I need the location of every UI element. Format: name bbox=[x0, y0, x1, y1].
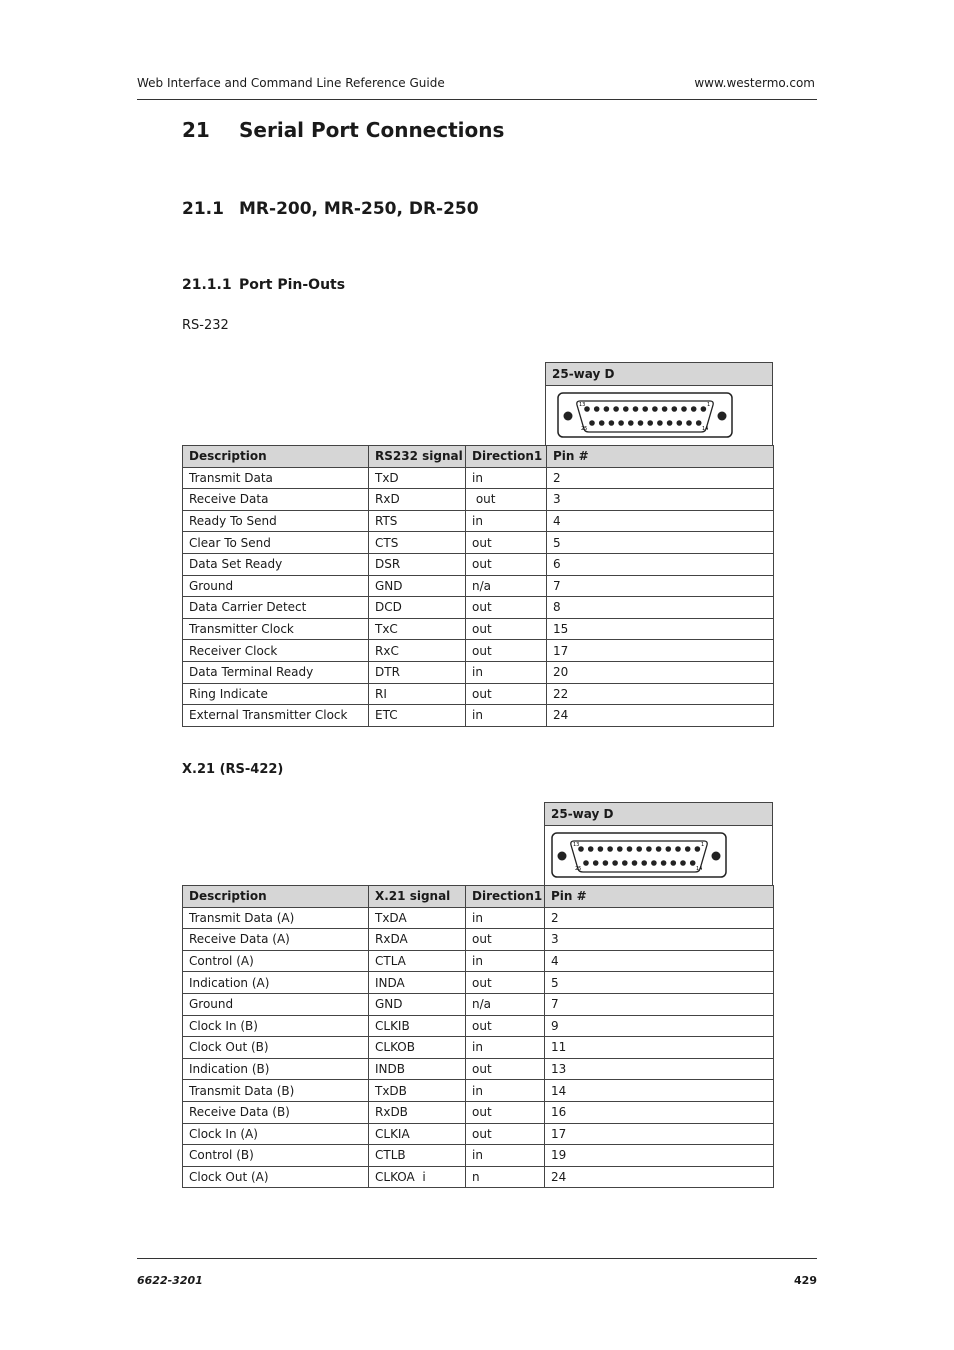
chapter-number: 21 bbox=[182, 118, 210, 142]
table-cell: Ring Indicate bbox=[183, 683, 369, 705]
rs232-connector-box bbox=[545, 362, 773, 446]
table-cell: Receive Data (A) bbox=[183, 929, 369, 951]
table-cell: CLKIA bbox=[369, 1123, 466, 1145]
connector-pin bbox=[627, 846, 633, 852]
table-cell: Indication (A) bbox=[183, 972, 369, 994]
table-row bbox=[183, 597, 774, 619]
table-cell: CTS bbox=[369, 532, 466, 554]
table-cell: Transmitter Clock bbox=[183, 618, 369, 640]
table-cell: ETC bbox=[369, 705, 466, 727]
table-cell: 15 bbox=[547, 618, 774, 640]
connector-pin bbox=[667, 420, 673, 426]
connector-pin bbox=[633, 406, 639, 412]
table-cell: n bbox=[466, 1166, 545, 1188]
table-cell: Data Set Ready bbox=[183, 553, 369, 575]
table-cell: TxD bbox=[369, 467, 466, 489]
table-cell: 5 bbox=[547, 532, 774, 554]
pin-label-13: 13 bbox=[573, 842, 580, 848]
header-rule bbox=[137, 99, 817, 100]
table-cell: Clock In (A) bbox=[183, 1123, 369, 1145]
document-number: 6622-3201 bbox=[137, 1274, 203, 1287]
table-cell: in bbox=[466, 705, 547, 727]
connector-pin bbox=[680, 860, 686, 866]
table-cell: INDA bbox=[369, 972, 466, 994]
connector-pin bbox=[599, 420, 605, 426]
table-cell: Transmit Data (B) bbox=[183, 1080, 369, 1102]
running-header-url: www.westermo.com bbox=[694, 76, 815, 90]
table-cell: out bbox=[466, 489, 547, 511]
pin-label-14: 14 bbox=[702, 426, 709, 432]
column-header: Direction1 bbox=[466, 446, 547, 468]
table-row bbox=[183, 950, 774, 972]
table-cell: Clock Out (A) bbox=[183, 1166, 369, 1188]
table-row bbox=[183, 929, 774, 951]
table-cell: 4 bbox=[547, 510, 774, 532]
table-cell: 7 bbox=[547, 575, 774, 597]
table-cell: out bbox=[466, 1058, 545, 1080]
table-row bbox=[183, 532, 774, 554]
table-row bbox=[183, 553, 774, 575]
table-cell: 24 bbox=[545, 1166, 774, 1188]
connector-pin bbox=[618, 420, 624, 426]
column-header: RS232 signal bbox=[369, 446, 466, 468]
table-cell: out bbox=[466, 1123, 545, 1145]
running-header-title: Web Interface and Command Line Reference Guide bbox=[137, 76, 445, 90]
table-cell: DTR bbox=[369, 661, 466, 683]
table-cell: External Transmitter Clock bbox=[183, 705, 369, 727]
column-header: Description bbox=[183, 446, 369, 468]
section-title: MR-200, MR-250, DR-250 bbox=[239, 199, 479, 219]
table-cell: RxD bbox=[369, 489, 466, 511]
connector-pin bbox=[681, 406, 687, 412]
table-cell: 9 bbox=[545, 1015, 774, 1037]
connector-pin bbox=[641, 860, 647, 866]
table-cell: out bbox=[466, 640, 547, 662]
table-cell: CTLA bbox=[369, 950, 466, 972]
table-header-row bbox=[183, 886, 774, 908]
table-cell: 20 bbox=[547, 661, 774, 683]
pin-label-25: 25 bbox=[575, 866, 582, 872]
table-cell: 16 bbox=[545, 1101, 774, 1123]
connector-pin bbox=[609, 420, 615, 426]
table-cell: GND bbox=[369, 575, 466, 597]
chapter-heading bbox=[182, 118, 504, 142]
section-heading bbox=[182, 199, 479, 219]
table-cell: Clear To Send bbox=[183, 532, 369, 554]
connector-pin bbox=[598, 846, 604, 852]
footer-rule bbox=[137, 1258, 817, 1259]
connector-pin bbox=[672, 406, 678, 412]
table-cell: 3 bbox=[547, 489, 774, 511]
pin-label-1: 1 bbox=[701, 842, 705, 848]
table-cell: out bbox=[466, 553, 547, 575]
connector-pin bbox=[701, 406, 707, 412]
table-row bbox=[183, 640, 774, 662]
table-cell: out bbox=[466, 618, 547, 640]
table-cell: Indication (B) bbox=[183, 1058, 369, 1080]
table-cell: Receiver Clock bbox=[183, 640, 369, 662]
table-cell: 14 bbox=[545, 1080, 774, 1102]
connector-pin bbox=[662, 406, 668, 412]
connector-pin bbox=[593, 860, 599, 866]
pin-label-14: 14 bbox=[696, 866, 703, 872]
db25-connector-icon bbox=[550, 831, 728, 879]
table-row bbox=[183, 510, 774, 532]
table-cell: CLKOB bbox=[369, 1037, 466, 1059]
connector-pin bbox=[647, 420, 653, 426]
connector-pin bbox=[661, 860, 667, 866]
table-row bbox=[183, 1101, 774, 1123]
connector-pin bbox=[642, 406, 648, 412]
table-cell: Clock Out (B) bbox=[183, 1037, 369, 1059]
table-cell: GND bbox=[369, 993, 466, 1015]
table-cell: 24 bbox=[547, 705, 774, 727]
table-cell: n/a bbox=[466, 575, 547, 597]
table-row bbox=[183, 705, 774, 727]
connector-pin bbox=[696, 420, 702, 426]
column-header: Description bbox=[183, 886, 369, 908]
table-cell: 2 bbox=[545, 907, 774, 929]
table-cell: in bbox=[466, 467, 547, 489]
table-cell: CTLB bbox=[369, 1145, 466, 1167]
table-cell: Transmit Data bbox=[183, 467, 369, 489]
table-cell: out bbox=[466, 1101, 545, 1123]
table-cell: in bbox=[466, 1145, 545, 1167]
table-cell: 4 bbox=[545, 950, 774, 972]
connector-pin bbox=[632, 860, 638, 866]
connector-pin bbox=[583, 860, 589, 866]
connector-pin bbox=[603, 860, 609, 866]
connector-pin bbox=[617, 846, 623, 852]
rs232-label: RS-232 bbox=[182, 318, 229, 333]
table-cell: 3 bbox=[545, 929, 774, 951]
connector-pin bbox=[646, 846, 652, 852]
table-cell: Receive Data (B) bbox=[183, 1101, 369, 1123]
table-cell: Data Carrier Detect bbox=[183, 597, 369, 619]
table-cell: out bbox=[466, 929, 545, 951]
connector-pin bbox=[607, 846, 613, 852]
table-cell: TxC bbox=[369, 618, 466, 640]
connector-pin bbox=[671, 860, 677, 866]
pin-label-13: 13 bbox=[579, 402, 586, 408]
table-row bbox=[183, 993, 774, 1015]
column-header: X.21 signal bbox=[369, 886, 466, 908]
connector-pin bbox=[657, 420, 663, 426]
table-cell: Receive Data bbox=[183, 489, 369, 511]
table-cell: in bbox=[466, 950, 545, 972]
connector-pin bbox=[685, 846, 691, 852]
connector-label: 25-way D bbox=[545, 803, 772, 826]
connector-label: 25-way D bbox=[546, 363, 772, 386]
table-row bbox=[183, 1058, 774, 1080]
connector-pin bbox=[594, 406, 600, 412]
table-cell: INDB bbox=[369, 1058, 466, 1080]
connector-pin bbox=[690, 860, 696, 866]
table-row bbox=[183, 1166, 774, 1188]
table-cell: 2 bbox=[547, 467, 774, 489]
table-row bbox=[183, 683, 774, 705]
x21-label: X.21 (RS-422) bbox=[182, 762, 284, 777]
table-cell: Transmit Data (A) bbox=[183, 907, 369, 929]
connector-pin bbox=[675, 846, 681, 852]
connector-pin bbox=[686, 420, 692, 426]
table-row bbox=[183, 1080, 774, 1102]
table-cell: out bbox=[466, 1015, 545, 1037]
column-header: Pin # bbox=[547, 446, 774, 468]
table-cell: out bbox=[466, 972, 545, 994]
table-row bbox=[183, 1145, 774, 1167]
column-header: Direction1 bbox=[466, 886, 545, 908]
connector-pin bbox=[623, 406, 629, 412]
table-cell: RxC bbox=[369, 640, 466, 662]
table-cell: in bbox=[466, 1037, 545, 1059]
connector-pin bbox=[651, 860, 657, 866]
connector-pin bbox=[613, 406, 619, 412]
connector-pin bbox=[677, 420, 683, 426]
table-cell: Ground bbox=[183, 575, 369, 597]
table-cell: in bbox=[466, 1080, 545, 1102]
connector-pin bbox=[628, 420, 634, 426]
table-cell: Ground bbox=[183, 993, 369, 1015]
table-cell: 6 bbox=[547, 553, 774, 575]
table-row bbox=[183, 1015, 774, 1037]
table-cell: 11 bbox=[545, 1037, 774, 1059]
connector-pin bbox=[622, 860, 628, 866]
table-cell: Clock In (B) bbox=[183, 1015, 369, 1037]
table-cell: 19 bbox=[545, 1145, 774, 1167]
connector-pin bbox=[652, 406, 658, 412]
table-row bbox=[183, 489, 774, 511]
table-cell: RI bbox=[369, 683, 466, 705]
connector-pin bbox=[695, 846, 701, 852]
subsection-title: Port Pin-Outs bbox=[239, 277, 346, 293]
table-cell: in bbox=[466, 907, 545, 929]
connector-pin bbox=[588, 846, 594, 852]
table-cell: CLKIB bbox=[369, 1015, 466, 1037]
connector-pin bbox=[636, 846, 642, 852]
table-cell: RxDA bbox=[369, 929, 466, 951]
table-cell: out bbox=[466, 597, 547, 619]
table-cell: 17 bbox=[545, 1123, 774, 1145]
subsection-heading bbox=[182, 277, 345, 293]
table-row bbox=[183, 661, 774, 683]
table-cell: 8 bbox=[547, 597, 774, 619]
connector-pin bbox=[638, 420, 644, 426]
chapter-title: Serial Port Connections bbox=[239, 118, 505, 142]
table-cell: 7 bbox=[545, 993, 774, 1015]
table-cell: out bbox=[466, 532, 547, 554]
section-number: 21.1 bbox=[182, 199, 224, 219]
connector-pin bbox=[666, 846, 672, 852]
table-header-row bbox=[183, 446, 774, 468]
table-row bbox=[183, 1123, 774, 1145]
column-header: Pin # bbox=[545, 886, 774, 908]
connector-pin bbox=[612, 860, 618, 866]
table-cell: n/a bbox=[466, 993, 545, 1015]
table-cell: 17 bbox=[547, 640, 774, 662]
connector-pin bbox=[656, 846, 662, 852]
table-row bbox=[183, 575, 774, 597]
subsection-number: 21.1.1 bbox=[182, 277, 232, 293]
table-cell: Control (A) bbox=[183, 950, 369, 972]
table-row bbox=[183, 907, 774, 929]
table-row bbox=[183, 618, 774, 640]
table-cell: TxDA bbox=[369, 907, 466, 929]
connector-pin bbox=[604, 406, 610, 412]
table-cell: TxDB bbox=[369, 1080, 466, 1102]
table-cell: 22 bbox=[547, 683, 774, 705]
table-cell: RxDB bbox=[369, 1101, 466, 1123]
table-cell: DSR bbox=[369, 553, 466, 575]
table-cell: CLKOA i bbox=[369, 1166, 466, 1188]
connector-pin bbox=[691, 406, 697, 412]
connector-pin bbox=[589, 420, 595, 426]
table-cell: Data Terminal Ready bbox=[183, 661, 369, 683]
table-row bbox=[183, 972, 774, 994]
table-cell: 5 bbox=[545, 972, 774, 994]
table-cell: Ready To Send bbox=[183, 510, 369, 532]
table-cell: Control (B) bbox=[183, 1145, 369, 1167]
table-cell: DCD bbox=[369, 597, 466, 619]
table-row bbox=[183, 1037, 774, 1059]
table-cell: in bbox=[466, 510, 547, 532]
table-cell: 13 bbox=[545, 1058, 774, 1080]
x21-pinout-table bbox=[182, 885, 774, 1188]
pin-label-1: 1 bbox=[707, 402, 711, 408]
db25-connector-icon bbox=[556, 391, 734, 439]
table-cell: RTS bbox=[369, 510, 466, 532]
page-number: 429 bbox=[794, 1274, 817, 1287]
table-row bbox=[183, 467, 774, 489]
x21-connector-box bbox=[544, 802, 773, 886]
rs232-pinout-table bbox=[182, 445, 774, 727]
table-cell: in bbox=[466, 661, 547, 683]
pin-label-25: 25 bbox=[581, 426, 588, 432]
table-cell: out bbox=[466, 683, 547, 705]
